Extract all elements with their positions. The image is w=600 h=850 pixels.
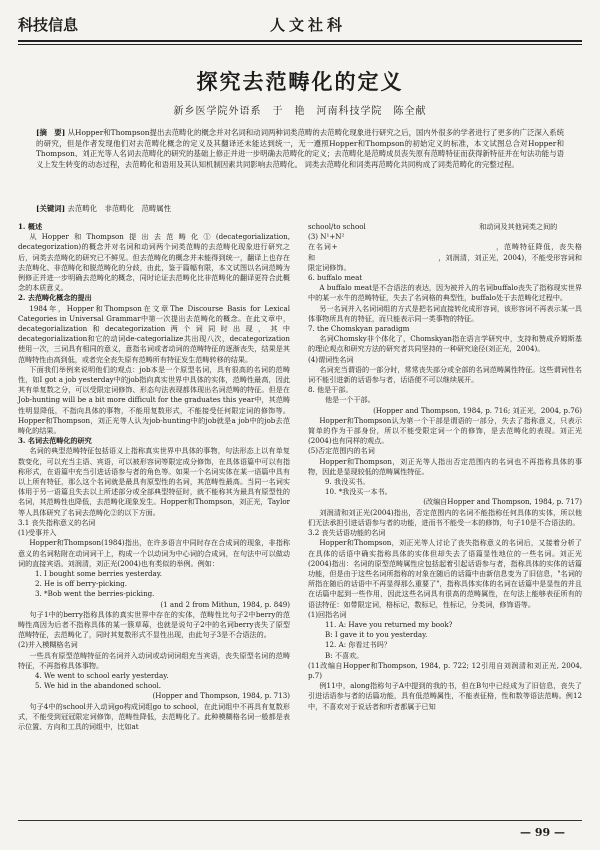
left-paragraph: (1)受事并入 (18, 528, 57, 538)
page-number: — 99 — (520, 826, 565, 839)
right-paragraph: 3.2 丧失话语功能的名词 (308, 528, 386, 538)
left-paragraph: 名词的典型范畴特征包括语义上指称真实世界中具体的事物，句法形态上以有单复数变化，可以充当主语、宾语，可以被形容词等限定成分修饰，在具体语篇中可以有指称形式，在语篇中充当引进话语参与者的角色等。如果一个名词实体在某一语篇中具有以上所有特征，那么这个名词就是最具有原型性的名词，其范畴性最高。当同一名词实体用于另一语篇且失去以上所述部分或全部典型特征时，就不能称其为最具有原型性的名词，其范畴性也降低，去范畴化现象发生。Hopper和Thompson，刘正光，Taylor等人具体研究了名词去范畴化②的以下方面。 (18, 446, 290, 517)
right-paragraph: 10. *我没买一本书。 (325, 487, 392, 497)
right-paragraph: 刘润清和刘正光(2004)指出，否定范围内的名词不能指称任何具体的实体，所以他们无法承担引进话语参与者的功能，进而书不能受一本的修饰，句子10是不合语法的。 (308, 507, 582, 527)
right-paragraph: B: 不喜欢。 (325, 650, 364, 660)
left-paragraph: 1984年，Hopper和Thompson在文章The Discourse Basis for Lexical Categories in Universal Grammar中第一次提出去范畴化的概念。在此文章中，decategorialization和decategorization两个词同时出现，其中decategorialization和它的动词de-categorialize共出现八次，decategorization使用一次，三词具有相同的意义，意指名词或者动词的范畴特征的逐渐丧失，结果是其范畴特性由高到低，或者完全丧失原有范畴所有特征发生范畴转移的结果。 (18, 303, 290, 364)
right-paragraph: school/to school 和动词及其他词类之间的 (308, 222, 558, 231)
right-paragraph: 例11中，along指称句子A中提到的我的书，但在B句中已经成为了旧信息，丧失了引进话语参与者的话篇功能，具有低范畴属性，不能表征格，性和数等语法范畴。例12中，不喜欢对于说话者和听者都属于已知 (308, 681, 582, 711)
left-paragraph: Hopper和Thompson(1984)指出，在许多语言中同时存在合成词的现象，非指称意义的名词粘附在动词词干上，构成一个以动词为中心词的合成词，在句法中可以做动词的直接宾语。刘润清，刘正光(2004)也有类似的举例。例如： (18, 538, 290, 568)
left-paragraph: 句子4中的school并入动词go构成词组go to school，在此词组中不再具有复数形式，不能受到冠冠限定词修饰，范畴性降低，去范畴化了。此种模糊格名词一般都是表示位置、方向和工具的词组中，比如at (18, 701, 290, 731)
journal-name: 科技信息 (18, 16, 79, 34)
footer-rule (18, 820, 582, 821)
article-authors: 新乡医学院外语系 于 艳 河南科技学院 陈全献 (173, 106, 427, 117)
right-paragraph: (11改编自Hopper和Thompson, 1984, p. 722; 12引用自刘润清和刘正光, 2004, p.7) (308, 660, 582, 680)
abstract-tail: 词类去范畴化和词类再范畴化共同构成了词类范畴化的完整过程。 (304, 159, 519, 169)
left-paragraph: 下面我们举例来说明他们的观点：job本是一个原型名词，具有很高的名词的范畴性，如I got a job yesterday中的job指向真实世界中具体的实体，范畴性最高，因此其有单复数之分，可以受限定词修饰、形态句法表现都体现出名词范畴的特征。但是在Job-hunting will be a bit more difficult for the graduates this year中，其范畴性明显降低，不指向具体的事物，不能用复数形式，不能接受任何限定词的修饰等。Hopper和Thompson，刘正光等人认为job-hunting中的job就是a job中的job去范畴化的结果。 (18, 364, 290, 436)
right-paragraph: 他是一个干部。 (325, 395, 375, 405)
abstract-label: [摘 要] (36, 128, 66, 137)
left-column (18, 222, 290, 732)
left-paragraph: 5. We hid in the abandoned school. (35, 681, 162, 691)
left-section-heading: 2. 去范畴化概念的提出 (18, 293, 92, 303)
right-column (308, 222, 582, 712)
right-paragraph: 另一名词并入名词词组的方式是把名词直接转化成形容词，该形容词不再表示某一具体事物所具有的特征，而只能表示同一类事物的特征。 (308, 303, 582, 323)
keywords-label: [关键词] (36, 204, 66, 213)
page-header (0, 0, 600, 58)
left-paragraph: (Hopper and Thompson, 1984, p. 713) (152, 691, 290, 701)
right-paragraph: Hopper和Thompson认为第一个干部是谓语的一部分，失去了指称意义，只表示简单的作为干部身份，所以不能受限定词一个的修饰，是去范畴化的表现。刘正光(2004)也有同样的观点。 (308, 415, 582, 446)
right-paragraph: Hopper和Thompson，刘正光等人讨论了丧失指称意义的名词后，又接着分析了在具体的话语中确实指称具体的实体但却失去了语篇显性地位的一些名词。刘正光(2004)指出：名词的原型范畴属性应包括起着引起话语参与者，指称具体的实体的话篇功能，但是由于这些名词所指称的对象在随后的话篇中由新信息变为了旧信息，"名词的所指在随后的话语中不再显得那么重要了"，指称具体实体的名词在话篇中是显性的并且在话篇中起到一些作用，因此这些名词具有很高的范畴属性，在句法上能够表征所有的语法特征：如带限定词，格标记，数标记，性标记，分类词，修饰语等。 (308, 538, 582, 609)
left-paragraph: 3.1 丧失指称意义的名词 (18, 517, 96, 527)
keywords-text: 去范畴化 非范畴化 范畴属性 (67, 204, 172, 213)
left-paragraph: 1. I bought some berries yesterday. (35, 568, 163, 578)
right-paragraph: 在名词+ ，范畴特征降低，丧失格和 ，刘润清，刘正光，2004)，不能受形容词和限定词修饰。 (308, 242, 582, 272)
left-paragraph: 4. We went to school early yesterday. (35, 670, 169, 680)
header-rule-thick (18, 40, 582, 42)
right-paragraph: 9. 我没买书。 (325, 477, 370, 487)
right-paragraph: (改编自Hopper and Thompson, 1984, p. 717) (423, 497, 582, 507)
left-paragraph: (1 and 2 from Mithun, 1984, p. 849) (160, 599, 290, 609)
right-paragraph: 7. the Chomskyan paradigm (308, 324, 410, 334)
right-paragraph: (Hopper and Thompson, 1984, p. 716; 刘正光，2004, p.76) (373, 405, 582, 415)
right-paragraph: (5)否定范围内的名词 (308, 446, 375, 456)
right-paragraph: A buffalo meat是不合语法的表达，因为被并入的名词buffalo丧失了指称现实世界中的某一水牛的范畴特征，失去了名词格的典型性，buffalo处于去范畴化过程中。 (308, 283, 582, 303)
right-paragraph: 6. buffalo meat (308, 273, 363, 283)
left-paragraph: 2. He is off berry-picking. (35, 579, 128, 589)
right-paragraph: (3) N¹+N² (308, 232, 345, 242)
right-paragraph: (1)回指名词 (308, 609, 347, 619)
left-paragraph: 3. *Bob went the berries-picking. (35, 589, 155, 599)
left-section-heading: 1. 概述 (18, 222, 43, 231)
left-section-heading: 3. 名词去范畴化的研究 (18, 436, 92, 446)
left-paragraph: 句子1中的berry指称具体的真实世界中存在的实体，范畴性比句子2中berry的范畴性高因为后者不指称具体的某一簇草莓，也就是说句子2中的名词berry丧失了原型范畴特征，去范畴化了，同时其复数形式不显性出现，由此句子3是不合语法的。 (18, 609, 290, 640)
right-paragraph: 12. A: 你看过书吗？ (325, 640, 391, 650)
left-paragraph: 从Hopper和Thompson提出去范畴化①(decategorialization, decategorization)的概念并对名词和动词两个词类范畴的去范畴化现象进行研究之后，词类去范畴化的研究已不鲜见。但去范畴化的概念并未能得到统一，翻译上也存在去范畴化、非范畴化和脱范畴化的分歧，由此，鉴于篇幅有限，本文试图以名词范畴为例修正并进一步明确去范畴化的概念，同时论证去范畴化比非范畴化的翻译更符合此概念的本质意义。 (18, 232, 290, 293)
right-paragraph: 8. 他是干部。 (308, 385, 353, 395)
abstract-text: 从Hopper和Thompson提出去范畴化的概念并对名词和动词两种词类范畴的去范畴化现象进行研究之后，国内外很多的学者进行了更多的广泛深入系统的研究，但是作者发现他们对去范畴化概念的定义及其翻译还未能达到统一，无一遵照Hopper和Thompson的初始定义的标准，本文试图总合对Hopper和Thompson、刘正光等人名词去范畴化的研究的基础上修正并进一步明确去范畴化的定义；去范畴化是范畴成员丧失原有范畴特征而获得新特征并在句法功能与语义上发生转变的动态过程，去范畴化和语用及其认知机制因素共同影响去范畴化。 (36, 128, 565, 169)
left-paragraph: (2)并入模糊格名词 (18, 640, 78, 650)
right-paragraph: (4)谓词性名词 (308, 354, 354, 364)
right-paragraph: 名词充当谓语的一部分时，常常丧失部分或全部的名词范畴属性特征。这些谓词性名词不能引进新的话语参与者，话语便不可以继续展开。 (308, 364, 582, 385)
header-rule-thin (18, 44, 582, 45)
left-paragraph: 一些具有原型范畴特征的名词并入动词或动词词组充当宾语，丧失原型名词的范畴特征，不再指称具体事物。 (18, 650, 290, 670)
keywords-block (36, 204, 564, 215)
right-paragraph: Hopper和Thompson，刘正光等人指出否定范围内的名词也不再指称具体的事物，因此是显现较低的范畴属性特征。 (308, 456, 582, 476)
right-paragraph: 名词Chomsky非个体化了，Chomskyan指在语言学研究中，支持和赞成乔姆斯基的理论观点和研究方法的研究者共同坚持的一种研究途径(刘正光，2004)。 (308, 334, 582, 354)
abstract-block (36, 128, 564, 170)
section-name: 人文社科 (270, 16, 347, 34)
right-paragraph: B: I gave it to you yesterday. (325, 630, 428, 640)
right-paragraph: 11. A: Have you returned my book? (325, 619, 453, 629)
article-title: 探究去范畴化的定义 (196, 70, 404, 94)
